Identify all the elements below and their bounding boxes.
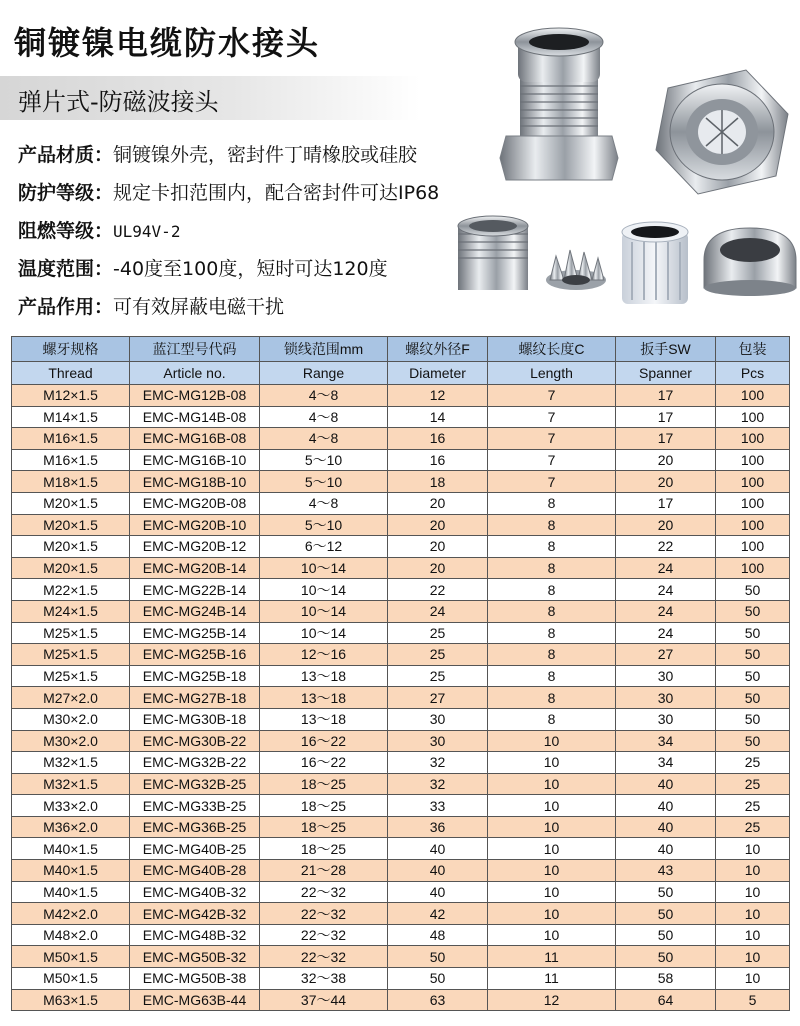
cell-spanner: 17 [616,428,716,450]
cell-diameter: 20 [388,536,488,558]
rubber-seal-image [622,222,688,304]
cell-pcs: 100 [716,428,790,450]
cell-length: 10 [488,752,616,774]
cell-range: 22～32 [260,903,388,925]
cell-spanner: 50 [616,903,716,925]
cell-length: 8 [488,557,616,579]
cell-thread: M63×1.5 [12,989,130,1011]
cell-diameter: 27 [388,687,488,709]
spec-label: 产品材质： [18,144,114,166]
cell-range: 10～14 [260,622,388,644]
cell-range: 10～14 [260,600,388,622]
gland-upright-image [500,28,618,180]
spec-flame [18,216,180,243]
cell-thread: M25×1.5 [12,665,130,687]
cell-length: 8 [488,514,616,536]
cell-spanner: 40 [616,816,716,838]
cell-article-no: EMC-MG30B-18 [130,708,260,730]
cell-pcs: 5 [716,989,790,1011]
table-row [12,492,790,514]
cell-diameter: 14 [388,406,488,428]
cell-pcs: 100 [716,449,790,471]
cell-diameter: 33 [388,795,488,817]
col-header: 螺纹外径F [388,337,488,362]
cell-range: 22～32 [260,881,388,903]
cell-length: 8 [488,579,616,601]
cell-spanner: 40 [616,773,716,795]
cell-pcs: 25 [716,752,790,774]
col-header: Spanner [616,362,716,385]
cell-pcs: 10 [716,838,790,860]
cell-spanner: 30 [616,708,716,730]
cell-spanner: 20 [616,514,716,536]
cell-spanner: 22 [616,536,716,558]
table-header-cn [12,337,790,362]
cell-diameter: 12 [388,385,488,407]
table-row [12,579,790,601]
cell-spanner: 58 [616,968,716,990]
table-row [12,903,790,925]
cell-thread: M32×1.5 [12,752,130,774]
table-row [12,406,790,428]
cell-diameter: 63 [388,989,488,1011]
cell-range: 37～44 [260,989,388,1011]
col-header: Thread [12,362,130,385]
cell-diameter: 48 [388,924,488,946]
cell-pcs: 100 [716,514,790,536]
table-row [12,708,790,730]
cell-spanner: 24 [616,557,716,579]
claw-clip-image [546,250,606,290]
cell-length: 10 [488,903,616,925]
cell-article-no: EMC-MG36B-25 [130,816,260,838]
table-row [12,924,790,946]
cell-article-no: EMC-MG40B-32 [130,881,260,903]
cell-length: 7 [488,385,616,407]
cell-range: 16～22 [260,752,388,774]
col-header: 锁线范围mm [260,337,388,362]
spec-label: 产品作用： [18,296,114,318]
cell-thread: M16×1.5 [12,428,130,450]
cell-article-no: EMC-MG20B-12 [130,536,260,558]
cell-article-no: EMC-MG32B-25 [130,773,260,795]
cell-thread: M40×1.5 [12,881,130,903]
cell-length: 7 [488,471,616,493]
cell-article-no: EMC-MG14B-08 [130,406,260,428]
cell-spanner: 20 [616,471,716,493]
cell-length: 10 [488,860,616,882]
cell-diameter: 40 [388,860,488,882]
table-header-en [12,362,790,385]
cell-length: 10 [488,924,616,946]
cell-pcs: 100 [716,406,790,428]
table-row [12,773,790,795]
cell-diameter: 25 [388,622,488,644]
cell-pcs: 50 [716,730,790,752]
cell-diameter: 32 [388,773,488,795]
cell-article-no: EMC-MG42B-32 [130,903,260,925]
cell-spanner: 34 [616,730,716,752]
cell-range: 5～10 [260,471,388,493]
cell-range: 13～18 [260,687,388,709]
cell-length: 8 [488,622,616,644]
spec-label: 温度范围： [18,258,114,280]
cell-diameter: 40 [388,838,488,860]
cell-range: 10～14 [260,557,388,579]
cell-thread: M50×1.5 [12,946,130,968]
cell-diameter: 32 [388,752,488,774]
table-row [12,968,790,990]
cell-diameter: 50 [388,946,488,968]
cell-diameter: 42 [388,903,488,925]
cell-spanner: 40 [616,838,716,860]
cell-spanner: 40 [616,795,716,817]
cell-length: 10 [488,773,616,795]
cell-spanner: 50 [616,946,716,968]
col-header: 螺牙规格 [12,337,130,362]
cell-pcs: 50 [716,687,790,709]
cell-spanner: 50 [616,881,716,903]
cell-diameter: 25 [388,665,488,687]
cell-range: 4～8 [260,406,388,428]
cell-length: 8 [488,708,616,730]
cell-article-no: EMC-MG20B-14 [130,557,260,579]
cell-article-no: EMC-MG20B-08 [130,492,260,514]
cell-thread: M42×2.0 [12,903,130,925]
cell-thread: M30×2.0 [12,730,130,752]
spec-value: -40度至100度，短时可达120度 [113,258,388,280]
spec-value: 规定卡扣范围内，配合密封件可达IP68 [113,182,440,204]
cell-diameter: 20 [388,492,488,514]
spec-function [18,292,284,319]
cell-diameter: 24 [388,600,488,622]
cell-range: 4～8 [260,428,388,450]
cell-pcs: 50 [716,579,790,601]
cell-length: 8 [488,492,616,514]
cell-spanner: 17 [616,406,716,428]
cell-diameter: 16 [388,449,488,471]
cell-article-no: EMC-MG24B-14 [130,600,260,622]
cell-thread: M32×1.5 [12,773,130,795]
cell-length: 10 [488,838,616,860]
cell-thread: M20×1.5 [12,492,130,514]
cell-range: 10～14 [260,579,388,601]
cell-diameter: 20 [388,514,488,536]
cell-thread: M30×2.0 [12,708,130,730]
cell-diameter: 40 [388,881,488,903]
cell-spanner: 27 [616,644,716,666]
cell-spanner: 17 [616,492,716,514]
cell-article-no: EMC-MG16B-08 [130,428,260,450]
cell-thread: M25×1.5 [12,644,130,666]
cell-spanner: 34 [616,752,716,774]
cell-article-no: EMC-MG30B-22 [130,730,260,752]
cell-article-no: EMC-MG25B-14 [130,622,260,644]
table-row [12,557,790,579]
cell-thread: M22×1.5 [12,579,130,601]
cell-pcs: 50 [716,622,790,644]
cell-thread: M16×1.5 [12,449,130,471]
table-row [12,816,790,838]
cell-thread: M36×2.0 [12,816,130,838]
col-header: 蓝江型号代码 [130,337,260,362]
col-header: Diameter [388,362,488,385]
cell-thread: M14×1.5 [12,406,130,428]
cell-range: 4～8 [260,492,388,514]
table-row [12,514,790,536]
cell-article-no: EMC-MG18B-10 [130,471,260,493]
cell-pcs: 10 [716,946,790,968]
spec-value: UL94V-2 [113,222,181,241]
cell-thread: M24×1.5 [12,600,130,622]
table-row [12,385,790,407]
table-body [12,385,790,1011]
cell-article-no: EMC-MG50B-32 [130,946,260,968]
cell-range: 12～16 [260,644,388,666]
cell-length: 8 [488,600,616,622]
page-subtitle: 弹片式-防磁波接头 [18,88,219,116]
cell-spanner: 17 [616,385,716,407]
cell-length: 10 [488,795,616,817]
cell-range: 5～10 [260,514,388,536]
table-row [12,881,790,903]
spec-label: 防护等级： [18,182,114,204]
cell-length: 10 [488,816,616,838]
table-row [12,752,790,774]
product-photos [436,18,800,318]
cell-spanner: 43 [616,860,716,882]
spec-table [11,336,790,1011]
cell-length: 12 [488,989,616,1011]
col-header: Pcs [716,362,790,385]
cell-range: 22～32 [260,946,388,968]
cell-article-no: EMC-MG48B-32 [130,924,260,946]
table-row [12,687,790,709]
cell-thread: M20×1.5 [12,557,130,579]
cell-diameter: 30 [388,708,488,730]
cell-article-no: EMC-MG25B-16 [130,644,260,666]
cell-thread: M25×1.5 [12,622,130,644]
cell-pcs: 50 [716,644,790,666]
cell-range: 4～8 [260,385,388,407]
table-row [12,989,790,1011]
spec-label: 阻燃等级： [18,220,114,242]
table-row [12,795,790,817]
cell-pcs: 25 [716,816,790,838]
dome-cap-image [704,228,796,296]
cell-pcs: 50 [716,600,790,622]
cell-article-no: EMC-MG25B-18 [130,665,260,687]
cell-range: 18～25 [260,773,388,795]
cell-article-no: EMC-MG33B-25 [130,795,260,817]
cell-thread: M50×1.5 [12,968,130,990]
cell-pcs: 10 [716,903,790,925]
cell-pcs: 10 [716,924,790,946]
cell-thread: M20×1.5 [12,514,130,536]
spec-value: 铜镀镍外壳，密封件丁晴橡胶或硅胶 [113,144,418,166]
col-header: 螺纹长度C [488,337,616,362]
cell-article-no: EMC-MG22B-14 [130,579,260,601]
cell-diameter: 20 [388,557,488,579]
cell-length: 11 [488,946,616,968]
cell-thread: M33×2.0 [12,795,130,817]
cell-pcs: 10 [716,881,790,903]
cell-spanner: 24 [616,579,716,601]
table-row [12,428,790,450]
cell-length: 8 [488,687,616,709]
cell-diameter: 50 [388,968,488,990]
cell-range: 16～22 [260,730,388,752]
table-row [12,622,790,644]
table-row [12,449,790,471]
cell-range: 18～25 [260,816,388,838]
spec-material [18,140,417,167]
cell-length: 11 [488,968,616,990]
cell-spanner: 50 [616,924,716,946]
cell-pcs: 50 [716,708,790,730]
table-row [12,838,790,860]
cell-pcs: 10 [716,860,790,882]
cell-range: 18～25 [260,795,388,817]
cell-article-no: EMC-MG40B-28 [130,860,260,882]
cell-article-no: EMC-MG40B-25 [130,838,260,860]
cell-pcs: 100 [716,557,790,579]
cell-article-no: EMC-MG12B-08 [130,385,260,407]
page-title: 铜镀镍电缆防水接头 [14,24,321,62]
table-row [12,644,790,666]
gland-angled-image [656,70,788,194]
cell-pcs: 100 [716,471,790,493]
cell-length: 8 [488,665,616,687]
cell-spanner: 30 [616,687,716,709]
table-row [12,946,790,968]
cell-diameter: 30 [388,730,488,752]
cell-article-no: EMC-MG27B-18 [130,687,260,709]
cell-pcs: 25 [716,795,790,817]
cell-spanner: 24 [616,600,716,622]
cell-range: 13～18 [260,665,388,687]
table-row [12,471,790,493]
cell-pcs: 100 [716,492,790,514]
cell-article-no: EMC-MG16B-10 [130,449,260,471]
cell-diameter: 36 [388,816,488,838]
cell-length: 10 [488,730,616,752]
cell-pcs: 50 [716,665,790,687]
cell-thread: M18×1.5 [12,471,130,493]
spec-temperature [18,254,388,281]
cell-diameter: 18 [388,471,488,493]
table-row [12,730,790,752]
cell-length: 10 [488,881,616,903]
cell-range: 6～12 [260,536,388,558]
table-row [12,536,790,558]
cell-spanner: 30 [616,665,716,687]
cell-range: 22～32 [260,924,388,946]
cell-range: 5～10 [260,449,388,471]
cell-spanner: 24 [616,622,716,644]
cell-spanner: 64 [616,989,716,1011]
cell-thread: M40×1.5 [12,860,130,882]
cell-pcs: 100 [716,536,790,558]
cell-article-no: EMC-MG63B-44 [130,989,260,1011]
table-row [12,665,790,687]
cell-pcs: 100 [716,385,790,407]
cell-thread: M48×2.0 [12,924,130,946]
locknut-image [458,216,528,290]
cell-diameter: 22 [388,579,488,601]
cell-article-no: EMC-MG32B-22 [130,752,260,774]
cell-length: 7 [488,449,616,471]
cell-range: 21～28 [260,860,388,882]
col-header: 扳手SW [616,337,716,362]
cell-range: 13～18 [260,708,388,730]
cell-diameter: 16 [388,428,488,450]
col-header: Length [488,362,616,385]
spec-value: 可有效屏蔽电磁干扰 [113,296,285,318]
cell-article-no: EMC-MG50B-38 [130,968,260,990]
cell-article-no: EMC-MG20B-10 [130,514,260,536]
cell-length: 8 [488,536,616,558]
cell-thread: M27×2.0 [12,687,130,709]
cell-diameter: 25 [388,644,488,666]
cell-length: 7 [488,406,616,428]
cell-range: 32～38 [260,968,388,990]
cell-length: 8 [488,644,616,666]
cell-spanner: 20 [616,449,716,471]
cell-length: 7 [488,428,616,450]
cell-thread: M12×1.5 [12,385,130,407]
col-header: Article no. [130,362,260,385]
cell-pcs: 10 [716,968,790,990]
spec-protection [18,178,439,205]
table-row [12,600,790,622]
cell-range: 18～25 [260,838,388,860]
col-header: 包装 [716,337,790,362]
cell-thread: M20×1.5 [12,536,130,558]
table-row [12,860,790,882]
cell-thread: M40×1.5 [12,838,130,860]
cell-pcs: 25 [716,773,790,795]
col-header: Range [260,362,388,385]
